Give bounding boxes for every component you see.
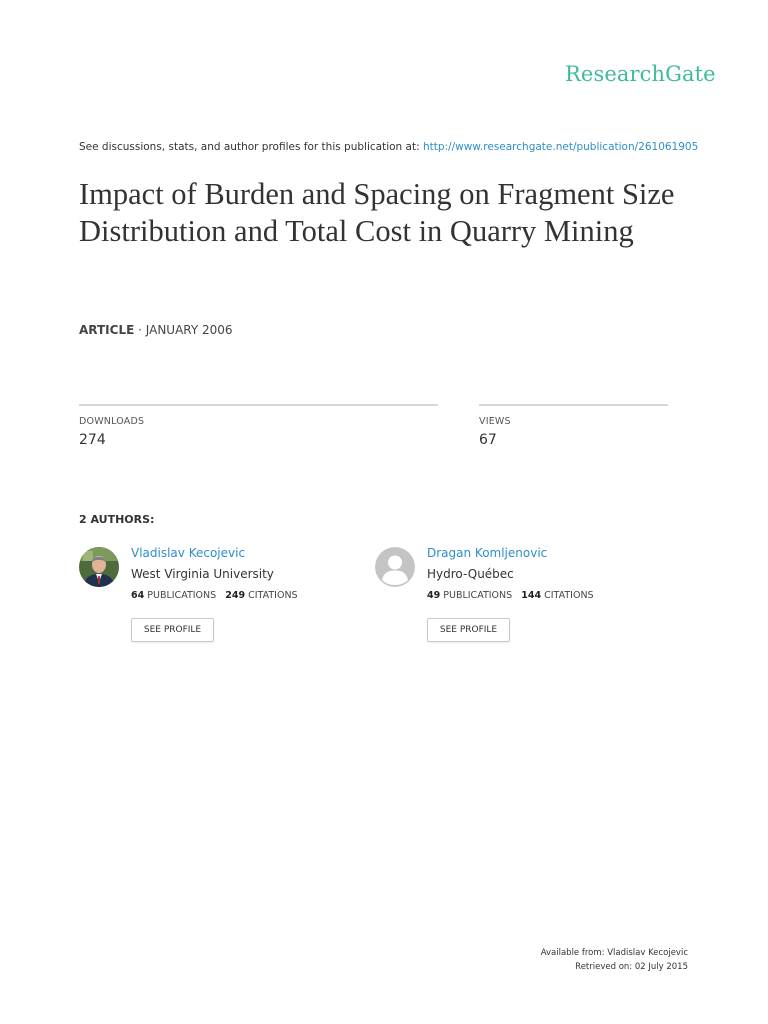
available-from: Available from: Vladislav Kecojevic (540, 948, 688, 958)
footer-note (541, 946, 688, 974)
author-info (427, 546, 677, 601)
author-counts (131, 590, 381, 601)
author-institution: Hydro-Québec (427, 567, 514, 581)
publications-count: 49 (427, 590, 441, 601)
publications-label: PUBLICATIONS (147, 590, 217, 601)
views-label: VIEWS (479, 416, 511, 427)
citations-count: 249 (225, 590, 246, 601)
author-counts (427, 590, 677, 601)
researchgate-logo[interactable]: ResearchGate (565, 62, 716, 86)
article-date: JANUARY 2006 (145, 323, 233, 337)
author-institution: West Virginia University (131, 567, 274, 581)
publication-link[interactable]: http://www.researchgate.net/publication/261061905 (422, 141, 699, 153)
citations-label: CITATIONS (544, 590, 594, 601)
citations-count: 144 (521, 590, 542, 601)
author-name[interactable]: Dragan Komljenovic (427, 546, 548, 560)
article-meta (79, 323, 233, 337)
publications-label: PUBLICATIONS (443, 590, 513, 601)
article-title: Impact of Burden and Spacing on Fragment Size Distribution and Total Cost in Quarry Mining (79, 177, 675, 248)
downloads-stat (79, 404, 438, 448)
authors-heading: 2 AUTHORS: (79, 513, 155, 526)
see-profile-button[interactable]: SEE PROFILE (131, 618, 214, 642)
citations-label: CITATIONS (248, 590, 298, 601)
downloads-value: 274 (79, 432, 106, 448)
see-profile-button[interactable]: SEE PROFILE (427, 618, 510, 642)
default-user-icon[interactable] (375, 547, 415, 587)
discussion-text: See discussions, stats, and author profiles for this publication at: (79, 141, 420, 153)
author-info (131, 546, 381, 601)
downloads-label: DOWNLOADS (79, 416, 145, 427)
author-photo-icon[interactable] (79, 547, 119, 587)
author-name[interactable]: Vladislav Kecojevic (131, 546, 246, 560)
publications-count: 64 (131, 590, 145, 601)
views-stat (479, 404, 668, 448)
discussion-notice (79, 141, 698, 153)
meta-separator: · (138, 323, 142, 337)
retrieved-on: Retrieved on: 02 July 2015 (575, 962, 688, 972)
views-value: 67 (479, 432, 497, 448)
article-type: ARTICLE (79, 323, 135, 337)
